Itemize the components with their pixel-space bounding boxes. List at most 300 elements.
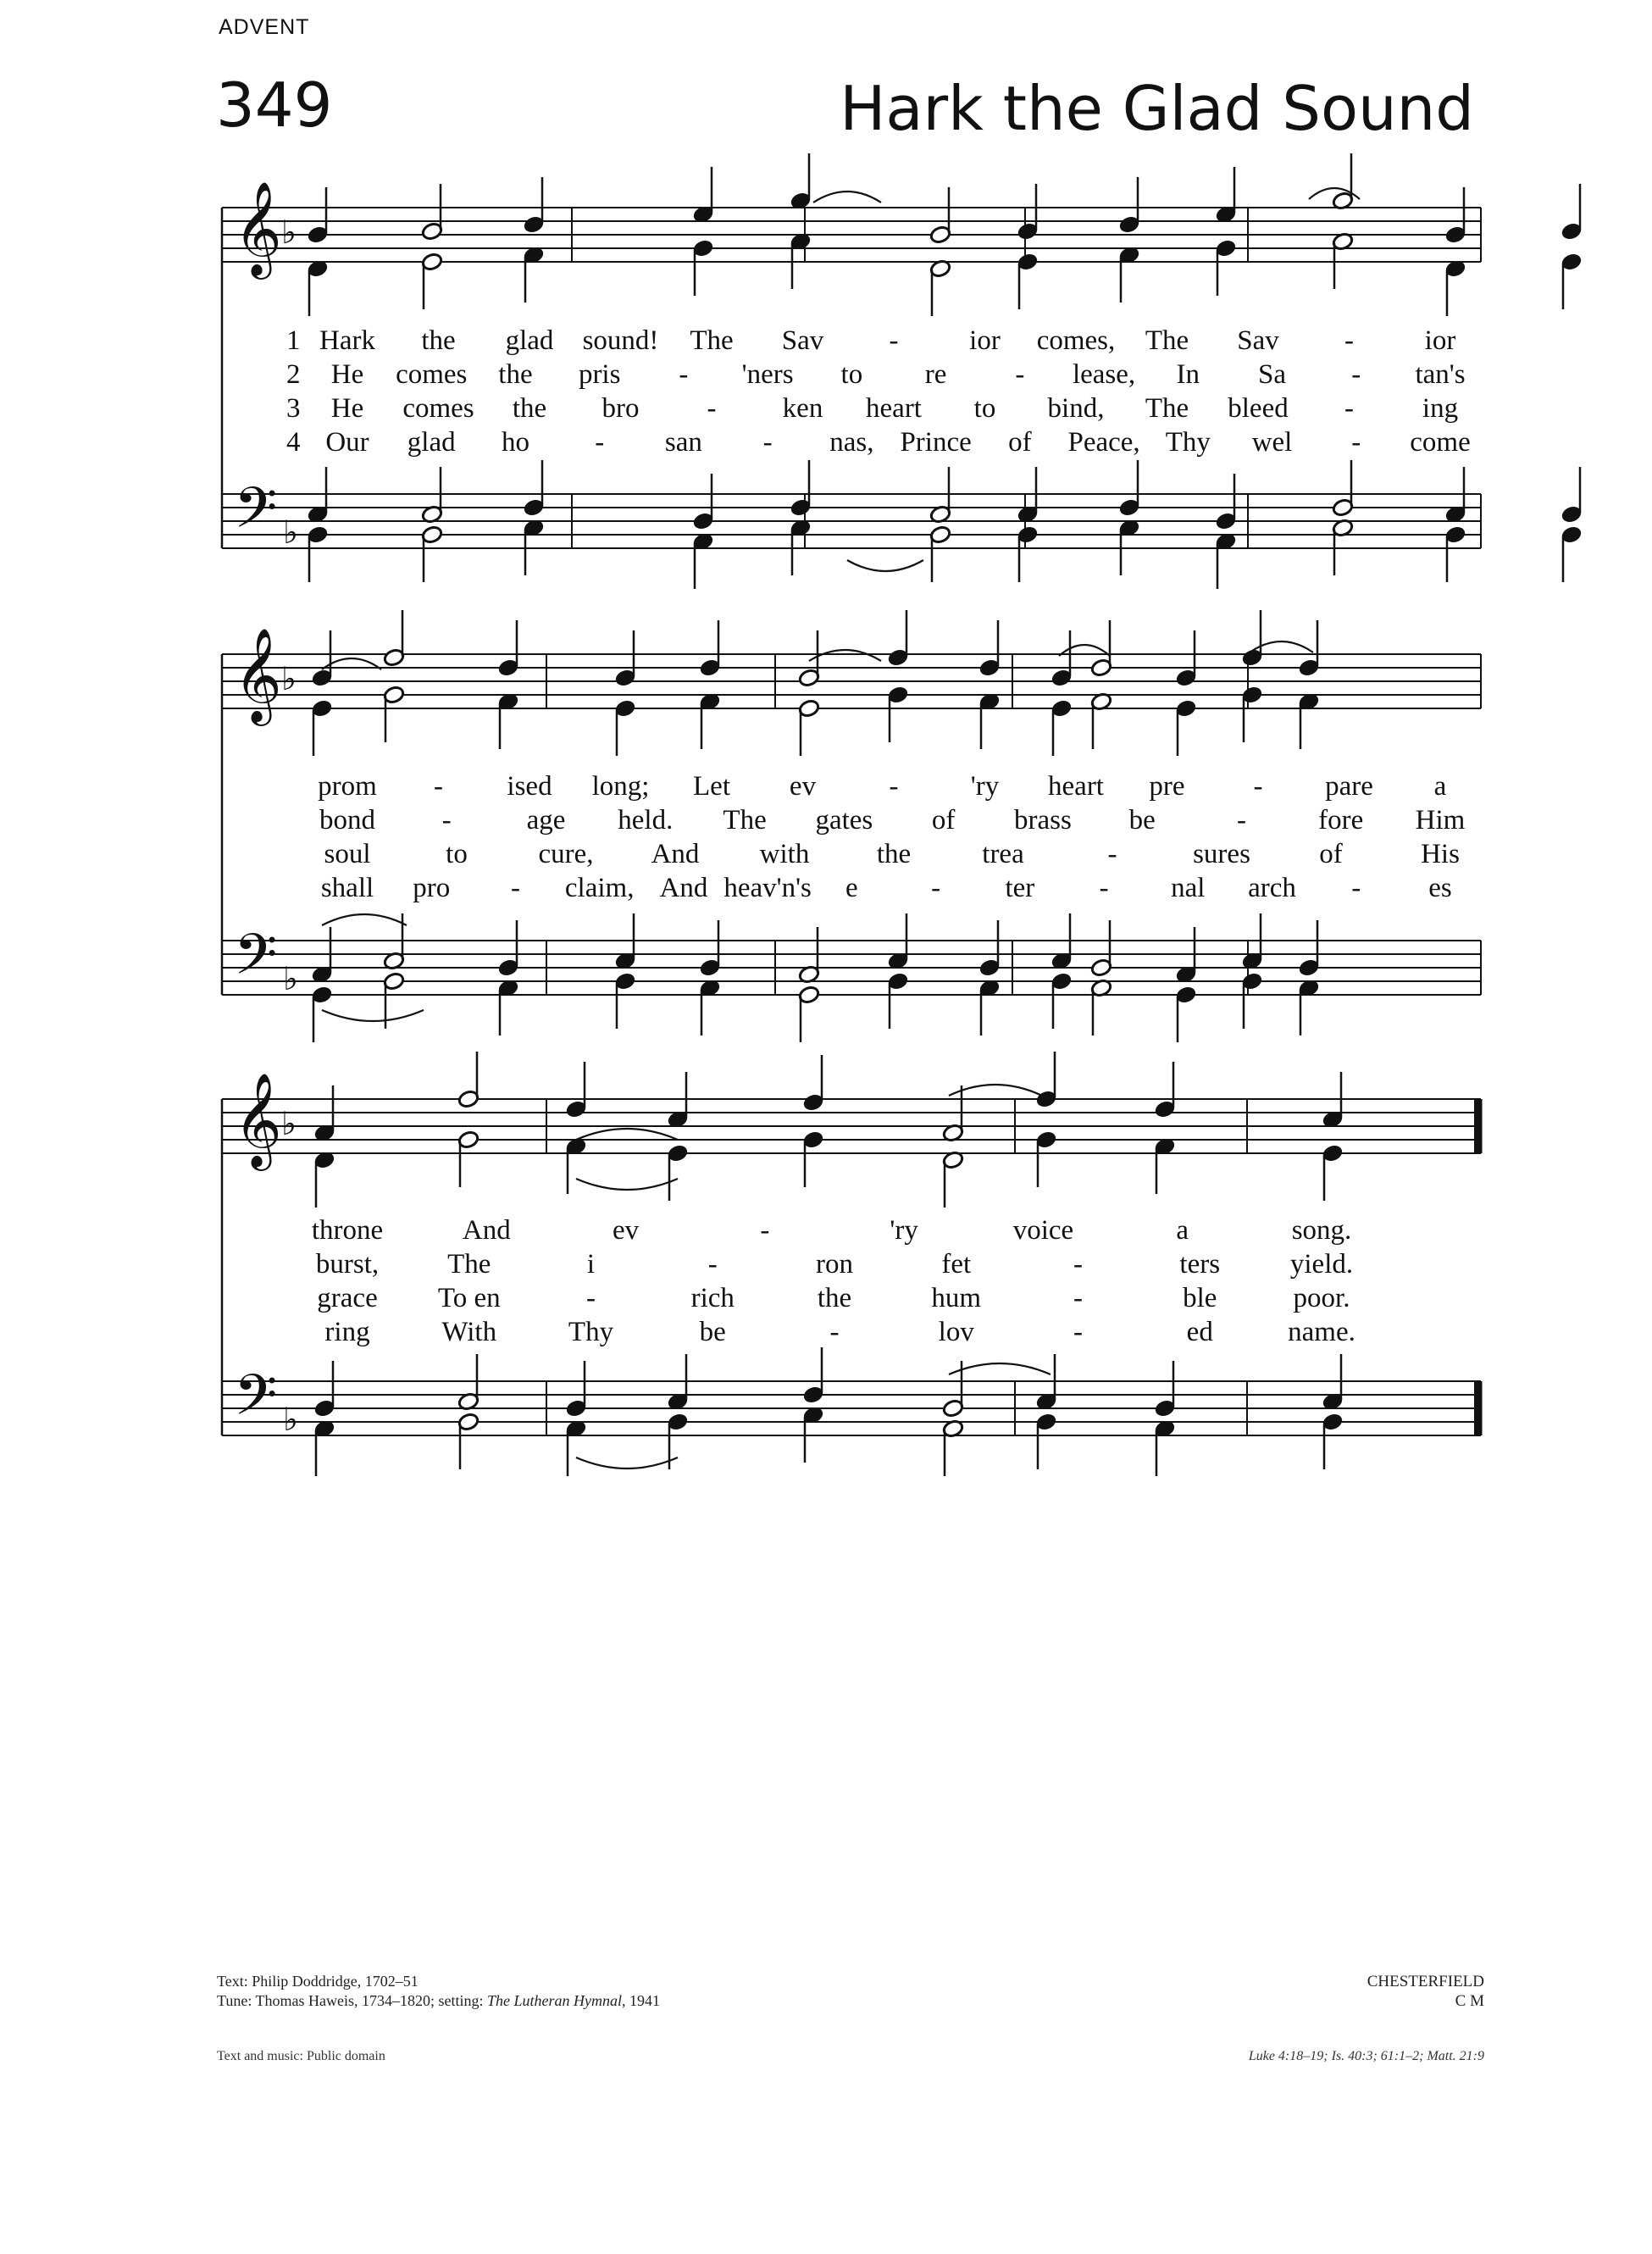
soprano-note-icon xyxy=(699,620,721,678)
tenor-note-icon xyxy=(1241,913,1263,971)
lyric-syllable: heav'n's xyxy=(723,873,812,903)
lyric-syllable: es xyxy=(1428,873,1452,903)
tenor-note-icon xyxy=(457,1354,480,1412)
lyric-syllable: sound! xyxy=(582,325,659,356)
bass-note-icon xyxy=(1175,985,1197,1042)
lyric-syllable: be xyxy=(1128,805,1156,836)
lyric-syllable: pro xyxy=(413,873,451,903)
bass-clef-icon: 𝄢 xyxy=(234,1363,278,1441)
tenor-note-icon xyxy=(1322,1354,1344,1412)
lyric-syllable: of xyxy=(1319,839,1343,869)
lyric-syllable: bind, xyxy=(1047,393,1105,424)
lyric-syllable: Peace, xyxy=(1067,427,1140,458)
slur-icon xyxy=(576,1457,678,1468)
alto-note-icon xyxy=(313,1150,335,1208)
tenor-note-icon xyxy=(614,913,636,971)
bass-note-icon xyxy=(313,1418,335,1476)
bass-note-icon xyxy=(1154,1418,1176,1476)
lyric-syllable: long; xyxy=(591,771,650,802)
alto-note-icon xyxy=(798,698,820,756)
treble-clef-icon: 𝄞 xyxy=(234,180,282,275)
hyphen: - xyxy=(1107,839,1117,869)
soprano-note-icon xyxy=(1154,1062,1176,1119)
bass-note-icon xyxy=(887,971,909,1029)
soprano-note-icon xyxy=(523,177,545,235)
lyric-syllable: ken xyxy=(782,393,823,424)
hyphen: - xyxy=(1099,873,1109,903)
tenor-note-icon xyxy=(1154,1361,1176,1418)
bass-note-icon xyxy=(1215,531,1237,589)
alto-note-icon xyxy=(1017,252,1039,309)
lyric-syllable: Thy xyxy=(1165,427,1211,458)
alto-note-icon xyxy=(383,685,405,742)
lyric-syllable: name. xyxy=(1288,1317,1355,1347)
hyphen: - xyxy=(762,427,773,458)
bass-note-icon xyxy=(1332,518,1354,575)
lyric-syllable: fore xyxy=(1318,805,1364,836)
soprano-note-icon xyxy=(802,1055,824,1113)
lyric-syllable: comes, xyxy=(1036,325,1116,356)
bass-note-icon xyxy=(1241,971,1263,1029)
soprano-note-icon xyxy=(497,620,519,678)
alto-note-icon xyxy=(457,1130,480,1187)
lyrics-system-1 xyxy=(0,324,1652,459)
lyric-syllable: Sav xyxy=(781,325,824,356)
tenor-note-icon xyxy=(1298,920,1320,978)
bass-staff xyxy=(222,941,1481,995)
lyric-syllable: rich xyxy=(690,1283,735,1313)
hyphen: - xyxy=(1073,1317,1083,1347)
verse-3-line xyxy=(0,391,1652,425)
lyric-syllable: nal xyxy=(1171,873,1206,903)
lyric-syllable: of xyxy=(1008,427,1032,458)
hyphen: - xyxy=(1015,359,1025,390)
alto-note-icon xyxy=(1090,691,1112,749)
alto-note-icon xyxy=(790,231,812,289)
treble-staff xyxy=(222,1099,1481,1153)
soprano-note-icon xyxy=(667,1072,689,1130)
hyphen: - xyxy=(1236,805,1246,836)
lyric-syllable: comes xyxy=(396,359,468,390)
alto-note-icon xyxy=(614,698,636,756)
slur-icon xyxy=(813,192,881,203)
slur-icon xyxy=(576,1129,678,1140)
lyric-syllable: fet xyxy=(941,1249,972,1280)
soprano-note-icon xyxy=(383,610,405,668)
tenor-note-icon xyxy=(790,460,812,518)
lyric-syllable: The xyxy=(447,1249,491,1280)
alto-note-icon xyxy=(565,1136,587,1194)
bass-note-icon xyxy=(978,978,1001,1035)
lyric-syllable: And xyxy=(659,873,708,903)
bass-staff xyxy=(222,494,1481,548)
lyric-syllable: comes xyxy=(402,393,474,424)
soprano-note-icon xyxy=(692,167,714,225)
tenor-note-icon xyxy=(421,467,443,525)
lyric-syllable: wel xyxy=(1251,427,1293,458)
verse-number: 2 xyxy=(286,359,301,390)
lyric-syllable: ter xyxy=(1005,873,1035,903)
lyric-syllable: Thy xyxy=(568,1317,614,1347)
slur-icon xyxy=(847,560,923,571)
soprano-note-icon xyxy=(311,630,333,688)
alto-note-icon xyxy=(667,1143,689,1201)
lyric-syllable: nas, xyxy=(829,427,874,458)
lyric-syllable: song. xyxy=(1291,1215,1352,1246)
lyric-syllable: re xyxy=(924,359,947,390)
lyric-syllable: Him xyxy=(1415,805,1466,836)
lyric-syllable: Our xyxy=(325,427,369,458)
bass-note-icon xyxy=(1051,971,1073,1029)
bass-note-icon xyxy=(1298,978,1320,1035)
alto-note-icon xyxy=(699,691,721,749)
lyric-syllable: san xyxy=(664,427,702,458)
bass-clef-icon: 𝄢 xyxy=(234,922,278,1001)
alto-note-icon xyxy=(523,245,545,303)
verse-1-line xyxy=(0,324,1652,358)
alto-note-icon xyxy=(887,685,909,742)
bass-note-icon xyxy=(699,978,721,1035)
verse-1-line xyxy=(0,769,1652,803)
key-signature-flat-icon: ♭ xyxy=(283,514,298,551)
lyric-syllable: glad xyxy=(407,427,456,458)
hyphen: - xyxy=(1073,1249,1083,1280)
hyphen: - xyxy=(1344,325,1354,356)
lyric-syllable: be xyxy=(699,1317,726,1347)
tenor-note-icon xyxy=(798,927,820,985)
treble-staff xyxy=(222,654,1481,708)
alto-note-icon xyxy=(942,1150,964,1208)
tenor-note-icon xyxy=(887,913,909,971)
verse-number: 3 xyxy=(286,393,301,424)
lyric-syllable: pre xyxy=(1149,771,1185,802)
alto-note-icon xyxy=(929,258,951,316)
hyphen: - xyxy=(889,325,899,356)
verse-3-line xyxy=(0,1281,1652,1315)
bass-clef-icon: 𝄢 xyxy=(234,475,278,554)
tenor-note-icon xyxy=(1332,460,1354,518)
hyphen: - xyxy=(1073,1283,1083,1313)
copyright-notice: Text and music: Public domain xyxy=(217,2049,385,2063)
bass-note-icon xyxy=(802,1405,824,1463)
lyric-syllable: the xyxy=(817,1283,852,1313)
tenor-note-icon xyxy=(565,1361,587,1418)
lyric-syllable: the xyxy=(498,359,533,390)
slur-icon xyxy=(949,1363,1051,1374)
lyric-syllable: The xyxy=(1145,325,1189,356)
alto-note-icon xyxy=(1051,698,1073,756)
bass-note-icon xyxy=(421,525,443,582)
final-barline-icon xyxy=(1474,1099,1481,1153)
lyric-syllable: voice xyxy=(1012,1215,1074,1246)
alto-note-icon xyxy=(311,698,333,756)
lyric-syllable: ior xyxy=(969,325,1001,356)
soprano-note-icon xyxy=(929,187,951,245)
tenor-note-icon xyxy=(1090,920,1112,978)
tenor-note-icon xyxy=(311,927,333,985)
hyphen: - xyxy=(931,873,941,903)
alto-note-icon xyxy=(1561,252,1583,309)
lyric-syllable: His xyxy=(1421,839,1460,869)
lyric-syllable: lov xyxy=(938,1317,974,1347)
meter: C M xyxy=(1455,1992,1484,2010)
bass-note-icon xyxy=(798,985,820,1042)
hyphen: - xyxy=(1351,427,1361,458)
lyric-syllable: Hark xyxy=(319,325,375,356)
verse-number: 4 xyxy=(286,427,301,458)
bass-note-icon xyxy=(1035,1412,1057,1469)
tenor-note-icon xyxy=(1561,467,1583,525)
verse-3-line xyxy=(0,837,1652,871)
bass-note-icon xyxy=(457,1412,480,1469)
lyric-syllable: come xyxy=(1410,427,1471,458)
lyric-syllable: to xyxy=(446,839,468,869)
hyphen: - xyxy=(1351,873,1361,903)
soprano-note-icon xyxy=(421,184,443,242)
tenor-note-icon xyxy=(802,1347,824,1405)
soprano-note-icon xyxy=(313,1085,335,1143)
soprano-note-icon xyxy=(1035,1052,1057,1109)
soprano-note-icon xyxy=(1444,187,1466,245)
soprano-note-icon xyxy=(1241,610,1263,668)
tenor-note-icon xyxy=(523,460,545,518)
soprano-note-icon xyxy=(1332,153,1354,211)
soprano-note-icon xyxy=(1215,167,1237,225)
lyric-syllable: 'ry xyxy=(970,771,1000,802)
lyric-syllable: The xyxy=(1145,393,1189,424)
lyric-syllable: heart xyxy=(866,393,922,424)
alto-note-icon xyxy=(1118,245,1140,303)
soprano-note-icon xyxy=(307,187,329,245)
lyric-syllable: the xyxy=(421,325,456,356)
lyrics-system-2 xyxy=(0,769,1652,905)
alto-note-icon xyxy=(1175,698,1197,756)
lyric-syllable: e xyxy=(845,873,858,903)
tenor-note-icon xyxy=(1051,913,1073,971)
lyric-syllable: burst, xyxy=(315,1249,380,1280)
bass-note-icon xyxy=(790,518,812,575)
treble-clef-icon: 𝄞 xyxy=(234,1072,282,1167)
lyric-syllable: hum xyxy=(931,1283,982,1313)
lyric-syllable: bro xyxy=(601,393,640,424)
lyric-syllable: Prince xyxy=(900,427,972,458)
hyphen: - xyxy=(1351,359,1361,390)
alto-note-icon xyxy=(421,252,443,309)
lyric-syllable: gates xyxy=(815,805,873,836)
lyric-syllable: He xyxy=(330,393,364,424)
alto-note-icon xyxy=(1444,258,1466,316)
alto-note-icon xyxy=(692,238,714,296)
hyphen: - xyxy=(707,1249,718,1280)
lyric-syllable: claim, xyxy=(564,873,635,903)
bass-note-icon xyxy=(497,978,519,1035)
hyphen: - xyxy=(760,1215,770,1246)
soprano-note-icon xyxy=(887,610,909,668)
lyric-syllable: With xyxy=(441,1317,497,1347)
slur-icon xyxy=(576,1179,678,1190)
bass-note-icon xyxy=(523,518,545,575)
lyric-syllable: arch xyxy=(1248,873,1296,903)
key-signature-flat-icon: ♭ xyxy=(281,660,297,697)
tenor-note-icon xyxy=(978,920,1001,978)
bass-note-icon xyxy=(1118,518,1140,575)
lyric-syllable: ised xyxy=(507,771,552,802)
tenor-note-icon xyxy=(313,1361,335,1418)
lyric-syllable: the xyxy=(512,393,547,424)
key-signature-flat-icon: ♭ xyxy=(281,1105,297,1142)
lyric-syllable: Sa xyxy=(1258,359,1287,390)
verse-number: 1 xyxy=(286,325,301,356)
alto-note-icon xyxy=(1298,691,1320,749)
hyphen: - xyxy=(441,805,452,836)
lyric-syllable: age xyxy=(526,805,566,836)
slur-icon xyxy=(809,650,881,661)
hymn-title: Hark the Glad Sound xyxy=(840,73,1474,144)
section-label: ADVENT xyxy=(219,15,310,39)
hyphen: - xyxy=(595,427,605,458)
credits xyxy=(217,1972,660,2011)
bass-note-icon xyxy=(1322,1412,1344,1469)
slur-icon xyxy=(322,914,407,925)
hyphen: - xyxy=(586,1283,596,1313)
bass-staff xyxy=(222,1381,1481,1435)
soprano-note-icon xyxy=(1017,184,1039,242)
hymn-number: 349 xyxy=(216,69,333,141)
lyric-syllable: To en xyxy=(437,1283,501,1313)
lyric-syllable: Sav xyxy=(1237,325,1279,356)
hyphen: - xyxy=(1344,393,1354,424)
verse-2-line xyxy=(0,358,1652,391)
alto-note-icon xyxy=(497,691,519,749)
hyphen: - xyxy=(510,873,520,903)
lyric-syllable: lease, xyxy=(1072,359,1136,390)
lyric-syllable: And xyxy=(651,839,700,869)
lyric-syllable: sures xyxy=(1193,839,1250,869)
alto-note-icon xyxy=(1035,1130,1057,1187)
alto-note-icon xyxy=(978,691,1001,749)
verse-2-line xyxy=(0,1247,1652,1281)
lyric-syllable: throne xyxy=(311,1215,384,1246)
key-signature-flat-icon: ♭ xyxy=(281,214,297,251)
tenor-note-icon xyxy=(1175,927,1197,985)
lyric-syllable: He xyxy=(330,359,364,390)
treble-staff xyxy=(222,208,1481,262)
alto-note-icon xyxy=(1241,685,1263,742)
tune-credit-suffix: , 1941 xyxy=(622,1992,660,2009)
verse-4-line xyxy=(0,871,1652,905)
bass-note-icon xyxy=(1444,525,1466,582)
bass-note-icon xyxy=(942,1418,964,1476)
bass-note-icon xyxy=(692,531,714,589)
bass-note-icon xyxy=(614,971,636,1029)
lyric-syllable: ring xyxy=(324,1317,370,1347)
lyric-syllable: a xyxy=(1176,1215,1189,1246)
alto-note-icon xyxy=(1322,1143,1344,1201)
slur-icon xyxy=(322,1010,424,1021)
lyric-syllable: held. xyxy=(618,805,674,836)
soprano-note-icon xyxy=(457,1052,480,1109)
hyphen: - xyxy=(829,1317,840,1347)
lyric-syllable: Let xyxy=(693,771,730,802)
lyric-syllable: ing xyxy=(1422,393,1459,424)
lyric-syllable: to xyxy=(973,393,996,424)
key-signature-flat-icon: ♭ xyxy=(283,960,298,997)
lyric-syllable: 'ry xyxy=(890,1215,918,1246)
soprano-note-icon xyxy=(798,630,820,688)
treble-clef-icon: 𝄞 xyxy=(234,627,282,722)
soprano-note-icon xyxy=(1118,177,1140,235)
bass-note-icon xyxy=(1017,525,1039,582)
tune-credit-source: The Lutheran Hymnal xyxy=(487,1992,622,2009)
verse-4-line xyxy=(0,425,1652,459)
tenor-note-icon xyxy=(497,920,519,978)
alto-note-icon xyxy=(802,1130,824,1187)
alto-note-icon xyxy=(1332,231,1354,289)
alto-note-icon xyxy=(307,258,329,316)
verse-4-line xyxy=(0,1315,1652,1349)
slur-icon xyxy=(1250,641,1313,652)
hyphen: - xyxy=(679,359,689,390)
lyric-syllable: yield. xyxy=(1289,1249,1354,1280)
verse-1-line xyxy=(0,1213,1652,1247)
lyric-syllable: trea xyxy=(982,839,1024,869)
tenor-note-icon xyxy=(699,920,721,978)
bass-note-icon xyxy=(929,525,951,582)
tune-credit-prefix: Tune: Thomas Haweis, 1734–1820; setting: xyxy=(217,1992,487,2009)
lyric-syllable: to xyxy=(840,359,863,390)
lyric-syllable: with xyxy=(759,839,810,869)
lyric-syllable: In xyxy=(1176,359,1200,390)
lyric-syllable: a xyxy=(1433,771,1447,802)
lyric-syllable: shall xyxy=(320,873,374,903)
tenor-note-icon xyxy=(1017,467,1039,525)
tenor-note-icon xyxy=(1215,474,1237,531)
lyric-syllable: ters xyxy=(1179,1249,1221,1280)
lyric-syllable: brass xyxy=(1013,805,1072,836)
final-barline-icon xyxy=(1474,1381,1481,1435)
soprano-note-icon xyxy=(1051,630,1073,688)
bass-note-icon xyxy=(565,1418,587,1476)
bass-note-icon xyxy=(1090,978,1112,1035)
lyric-syllable: ho xyxy=(501,427,529,458)
tenor-note-icon xyxy=(692,474,714,531)
lyric-syllable: The xyxy=(723,805,767,836)
hyphen: - xyxy=(707,393,717,424)
bass-note-icon xyxy=(1561,525,1583,582)
lyric-syllable: glad xyxy=(505,325,554,356)
soprano-note-icon xyxy=(790,153,812,211)
soprano-note-icon xyxy=(614,630,636,688)
lyric-syllable: tan's xyxy=(1415,359,1466,390)
lyric-syllable: of xyxy=(931,805,956,836)
lyric-syllable: bleed xyxy=(1228,393,1289,424)
lyric-syllable: The xyxy=(690,325,734,356)
verse-2-line xyxy=(0,803,1652,837)
lyric-syllable: ron xyxy=(816,1249,853,1280)
text-credit: Text: Philip Doddridge, 1702–51 xyxy=(217,1973,419,1990)
alto-note-icon xyxy=(1154,1136,1176,1194)
tune-credit xyxy=(217,1991,660,2011)
lyric-syllable: pare xyxy=(1325,771,1373,802)
lyric-syllable: i xyxy=(586,1249,596,1280)
tenor-note-icon xyxy=(1444,467,1466,525)
alto-note-icon xyxy=(1215,238,1237,296)
lyrics-system-3 xyxy=(0,1213,1652,1349)
lyric-syllable: 'ners xyxy=(741,359,794,390)
tenor-note-icon xyxy=(1118,460,1140,518)
hyphen: - xyxy=(1253,771,1263,802)
lyric-syllable: pris xyxy=(578,359,621,390)
